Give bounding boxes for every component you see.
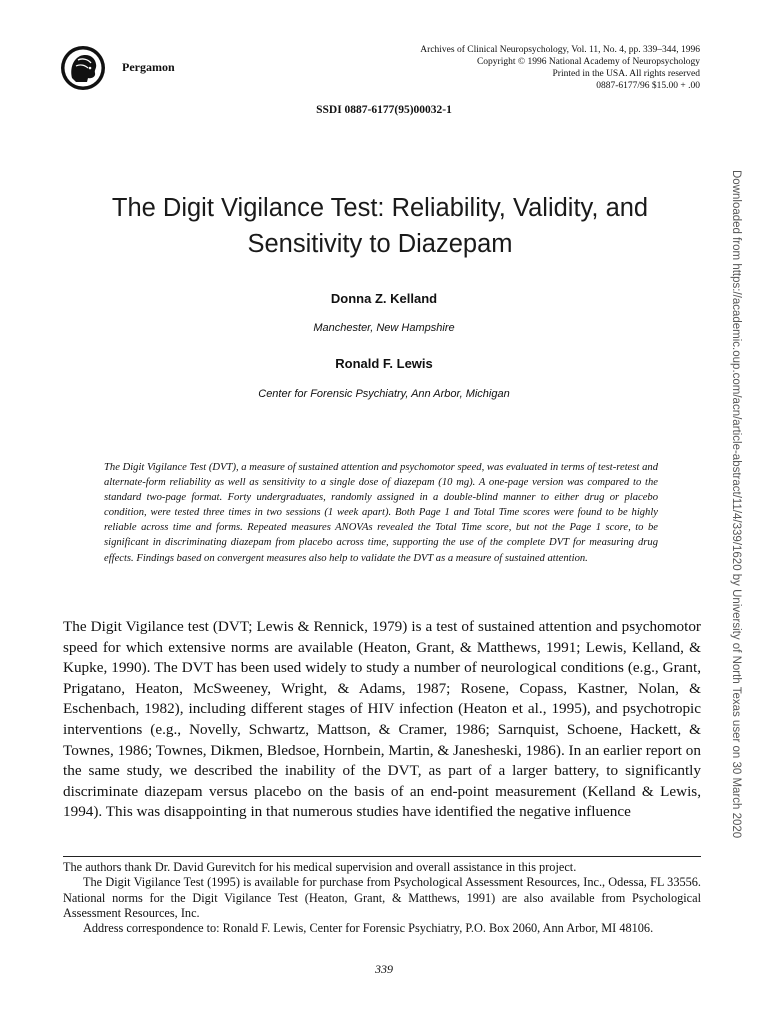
correspondence-footnote: Address correspondence to: Ronald F. Lewis, Center for Forensic Psychiatry, P.O. Box 2060, Ann Arbor, MI 48106. — [83, 921, 654, 936]
author-affiliation: Center for Forensic Psychiatry, Ann Arbor, Michigan — [258, 388, 510, 400]
rights-line: Printed in the USA. All rights reserved — [552, 69, 700, 79]
footnote-divider — [63, 856, 701, 857]
publisher-name: Pergamon — [122, 60, 175, 74]
author-name: Donna Z. Kelland — [330, 291, 438, 306]
author-name: Ronald F. Lewis — [335, 356, 433, 371]
page-number: 339 — [375, 962, 393, 976]
availability-footnote: The Digit Vigilance Test (1995) is available for purchase from Psychological Assessment Resources, Inc., Odessa, FL 33556. National norms for the Digit Vigilance Test (Heaton, Grant, & Matthews, 1991) are also available from Psychological Assessment Resources, Inc. — [63, 875, 701, 920]
journal-citation — [420, 44, 700, 92]
title-line-1: The Digit Vigilance Test: Reliability, Validity, and — [111, 194, 649, 222]
title-line-2: Sensitivity to Diazepam — [247, 230, 513, 258]
ssdi-code: SSDI 0887-6177(95)00032-1 — [316, 104, 452, 116]
author-affiliation: Manchester, New Hampshire — [313, 322, 455, 334]
journal-line: Archives of Clinical Neuropsychology, Vol. 11, No. 4, pp. 339–344, 1996 — [420, 45, 700, 55]
copyright-line: Copyright © 1996 National Academy of Neuropsychology — [476, 57, 700, 67]
article-title — [40, 190, 720, 262]
footnotes — [63, 860, 701, 936]
pergamon-logo-icon — [58, 44, 108, 92]
download-watermark: Downloaded from https://academic.oup.com/acn/article-abstract/11/4/339/1620 by University of North Texas user on 30 March 2020 — [730, 170, 742, 839]
acknowledgment-footnote: The authors thank Dr. David Gurevitch for his medical supervision and overall assistance in this project. — [63, 860, 577, 874]
body-paragraph: The Digit Vigilance test (DVT; Lewis & Rennick, 1979) is a test of sustained attention and psychomotor speed for which extensive norms are available (Heaton, Grant, & Matthews, 1991; Lewis, Kelland, & Kupke, 1990). The DVT has been used widely to study a number of neurological conditions (e.g., Grant, Prigatano, Heaton, McSweeney, Wright, & Adams, 1987; Rosene, Copass, Kastner, Nolan, & Eschenbach, 1982), including different stages of HIV infection (Heaton et al., 1995), and psychotropic interventions (e.g., Novelly, Schwartz, Mattson, & Cramer, 1986; Sarnquist, Schoene, Hackett, & Townes, 1986; Townes, Dikmen, Bledsoe, Hornbein, Martin, & Janesheski, 1986). In an earlier report on the same study, we described the inability of the DVT, as part of a larger battery, to significantly discriminate diazepam versus placebo on the basis of an end-point measurement (Kelland & Lewis, 1994). This was disappointing in that numerous studies have identified the negative influence — [63, 618, 701, 821]
abstract: The Digit Vigilance Test (DVT), a measure of sustained attention and psychomotor speed, was evaluated in terms of test-retest and alternate-form reliability as well as sensitivity to a single dose of diazepam (10 mg). A one-page version was compared to the standard two-page format. Forty undergraduates, randomly assigned in a double-blind manner to either drug or placebo condition, were tested three times in two sessions (1 week apart). Both Page 1 and Total Time scores were found to be highly reliable across time and forms. Repeated measures ANOVAs revealed the Total Time score, but not the Page 1 score, to be significant in discriminating diazepam from placebo across time, supporting the use of the complete DVT for measuring drug effects. Findings based on convergent measures also help to validate the DVT as a measure of sustained attention. — [104, 462, 658, 564]
price-line: 0887-6177/96 $15.00 + .00 — [596, 81, 700, 91]
